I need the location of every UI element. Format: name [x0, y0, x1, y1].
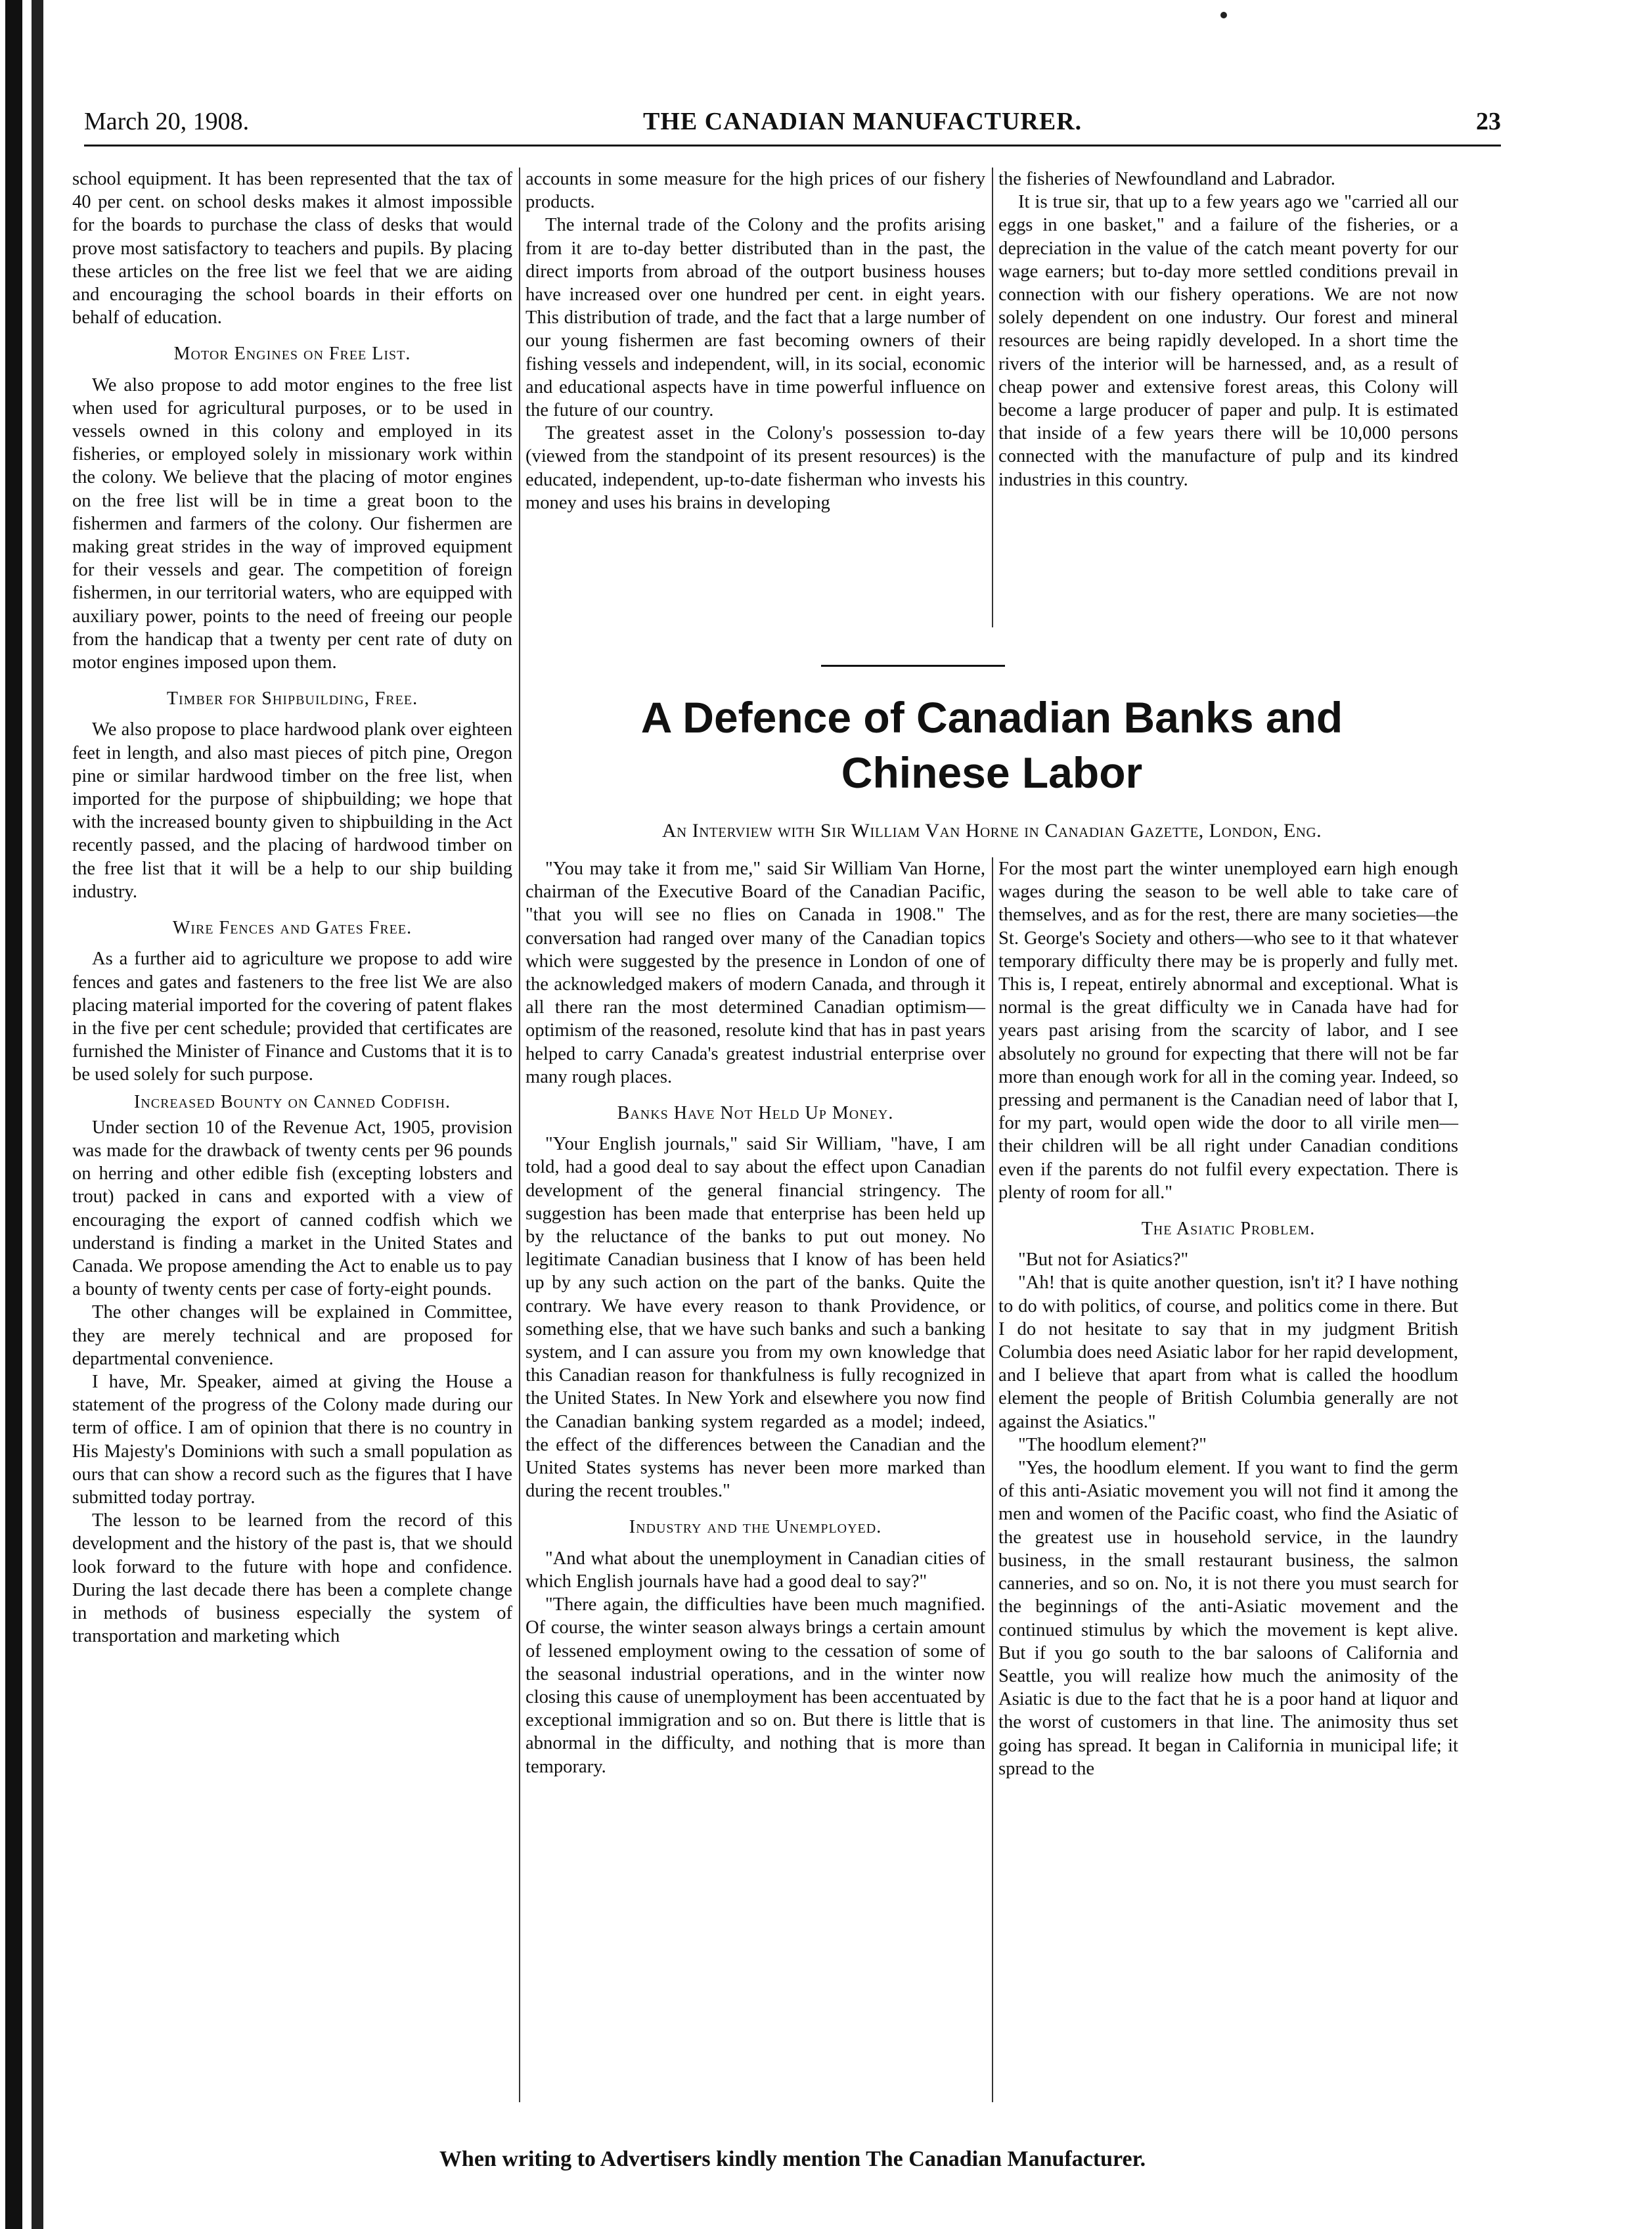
left-column: [72, 168, 512, 1648]
article-headline: [525, 690, 1458, 800]
paragraph: We also propose to add motor engines to the free list when used for agricultural purposes, or to be used in vessels owned in this colony and employed in its fisheries, or employed solely in missionary work within the colony. We believe that the placing of motor engines on the free list will be in time a great boon to the fishermen and farmers of the colony. Our fishermen are making great strides in the way of improved equipment for their vessels and gear. The competition of foreign fishermen, in our territorial waters, who are equipped with auxiliary power, points to the need of freeing our people from the handicap that a twenty per cent rate of duty on motor engines imposed upon them.: [72, 374, 512, 673]
section-heading: Banks Have Not Held Up Money.: [617, 1103, 894, 1124]
ink-dot: [1220, 12, 1227, 18]
paragraph: It is true sir, that up to a few years ago we "carried all our eggs in one basket," and a failure of the fisheries, or a depreciation in the value of the catch meant poverty for our wage earners; but to-day more settled conditions prevail in connection with our fishery operations. We are not now solely dependent on one industry. Our forest and mineral resources are being rapidly developed. In a short time the rivers of the interior will be harnessed, and, as a result of cheap power and extensive forest areas, this Colony will become a large producer of paper and pulp. It is estimated that inside of a few years there will be 10,000 persons connected with the manufacture of pulp and its kindred industries in this country.: [998, 192, 1458, 490]
section-heading: Timber for Shipbuilding, Free.: [166, 688, 418, 709]
paragraph: "Your English journals," said Sir William, "have, I am told, had a good deal to say about the effect upon Canadian development of the general financial stringency. The suggestion has been made that enterprise has been held up by the reluctance of the banks to put out money. No legitimate Canadian business that I know of has been held up by any such action on the part of the banks. Quite the contrary. We have every reason to thank Providence, or something else, that we have such banks and such a banking system, and I can assure you from my own knowledge that this Canadian reason for thankfulness is fully recognized in the United States. In New York and elsewhere you now find the Canadian banking system regarded as a model; indeed, the effect of the differences between the Canadian and the United States systems has never been more marked than during the recent troubles.": [525, 1134, 985, 1502]
scanned-binding-edge: [0, 0, 64, 2229]
paragraph: "You may take it from me," said Sir William Van Horne, chairman of the Executive Board of the Canadian Pacific, "that you will see no flies on Canada in 1908." The conversation had ranged over many of the Canadian topics which were suggested by the presence in London of one of the acknowledged makers of modern Canada, and through it all there ran the most determined Canadian optimism—optimism of the reasoned, resolute kind that has in past years helped to carry Canada's greatest industrial enterprise over many rough places.: [525, 859, 985, 1087]
paragraph: Under section 10 of the Revenue Act, 1905, provision was made for the drawback of twenty cents per 96 pounds on herring and other edible fish (excepting lobsters and trout) packed in cans and exported with a view of encouraging the export of canned codfish which we understand is finding a market in the United States and Canada. We propose amending the Act to enable us to pay a bounty of twenty cents per case of forty-eight pounds.: [72, 1117, 512, 1300]
headline-line: Chinese Labor: [841, 748, 1143, 797]
paragraph: "Ah! that is quite another question, isn't it? I have nothing to do with politics, of course, and politics come in there. But I do not hesitate to say that in my judgment British Columbia does need Asiatic labor for her rapid development, and I believe that apart from what is called the hoodlum element the people of British Columbia generally are not against the Asiatics.": [998, 1272, 1458, 1432]
column-rule: [992, 857, 993, 2102]
page-header: [84, 99, 1501, 146]
paragraph: The internal trade of the Colony and the profits arising from it are to-day better distributed than in the past, the direct imports from abroad of the outport business houses have increased over one hundred per cent. in eight years. This distribution of trade, and the fact that a large number of our young fishermen are fast becoming owners of their fishing vessels and independent, will, in its social, economic and educational aspects have in time powerful influence on the future of our country.: [525, 215, 985, 421]
paragraph: As a further aid to agriculture we propose to add wire fences and gates and fasteners to the free list We are also placing material imported for the covering of patent flakes in the five per cent schedule; provided that certificates are furnished the Minister of Finance and Customs that it is to be used solely for such purpose.: [72, 949, 512, 1085]
article-subheading: An Interview with Sir William Van Horne in Canadian Gazette, London, Eng.: [661, 820, 1322, 842]
paragraph: We also propose to place hardwood plank over eighteen feet in length, and also mast pieces of pitch pine, Oregon pine or similar hardwood timber on the free list, when imported for the purpose of shipbuilding; we hope that with the increased bounty given to shipbuilding in the Act recently passed, and the placing of hardwood timber on the free list that it will be a help to our ship building industry.: [72, 719, 512, 902]
middle-column-top: [525, 168, 985, 514]
article-left-column: [525, 857, 985, 1778]
paragraph: accounts in some measure for the high prices of our fishery products.: [525, 169, 985, 213]
paragraph: The lesson to be learned from the record of this development and the history of the past is, that we should look forward to the future with hope and confidence. During the last decade there has been a complete change in methods of business especially the system of transportation and marketing which: [72, 1510, 512, 1647]
section-heading: Motor Engines on Free List.: [173, 344, 411, 365]
paragraph: For the most part the winter unemployed earn high enough wages during the season to be well able to take care of themselves, and as for the rest, there are many societies—the St. George's Society and others—who see to it that whatever temporary difficulty there may be is properly and fully met. This is, I repeat, entirely abnormal and exceptional. What is normal is the great difficulty we in Canada have had for years past arising from the scarcity of labor, and I see absolutely no ground for expecting that there will not be far more than enough work for all in the coming year. Indeed, so pressing and permanent is the Canadian need of labor that I, for my part, would open wide the door to all virile men—their children will be all right under Canadian conditions even if the parents do not fulfil every expectation. There is plenty of room for all.": [998, 859, 1458, 1203]
paragraph: The other changes will be explained in Committee, they are merely technical and are proposed for departmental convenience.: [72, 1302, 512, 1369]
column-rule: [519, 168, 520, 2102]
section-heading: Wire Fences and Gates Free.: [172, 918, 413, 939]
paragraph: "And what about the unemployment in Canadian cities of which English journals have had a good deal to say?": [525, 1548, 985, 1592]
page-number: 23: [1476, 108, 1501, 135]
right-column-top: [998, 168, 1458, 491]
section-heading: The Asiatic Problem.: [1141, 1219, 1316, 1240]
section-separator: [821, 665, 1005, 667]
column-rule: [992, 168, 993, 627]
paragraph: I have, Mr. Speaker, aimed at giving the House a statement of the progress of the Colony made during our term of office. I am of opinion that there is no country in His Majesty's Dominions with such a small population as ours that can show a record such as the figures that I have submitted today portray.: [72, 1371, 512, 1508]
paragraph: school equipment. It has been represented that the tax of 40 per cent. on school desks makes it almost impossible for the boards to purchase the class of desks that would prove most satisfactory to teachers and pupils. By placing these articles on the free list we feel that we are aiding and encouraging the school boards in their efforts on behalf of education.: [72, 169, 512, 328]
section-heading: Increased Bounty on Canned Codfish.: [133, 1091, 451, 1112]
paragraph: "Yes, the hoodlum element. If you want to find the germ of this anti-Asiatic movement you will not find it among the men and women of the Pacific coast, who find the Asiatic of the greatest use in household service, in the laundry business, in the small restaurant business, the salmon canneries, and so on. No, it is not there you must search for the beginnings of the anti-Asiatic movement and the continued stimulus by which the movement is kept alive. But if you go south to the bar saloons of California and Seattle, you will realize how much the animosity of the Asiatic is due to the fact that he is a poor hand at liquor and the worst of customers in that line. The animosity thus set going has spread. It began in California in municipal life; it spread to the: [998, 1458, 1458, 1779]
issue-date: March 20, 1908.: [84, 108, 250, 135]
paragraph: The greatest asset in the Colony's possession to-day (viewed from the standpoint of its present resources) is the educated, independent, up-to-date fisherman who invests his money and uses his brains in developing: [525, 423, 985, 513]
page-footer: When writing to Advertisers kindly mention The Canadian Manufacturer.: [439, 2147, 1146, 2171]
paragraph: the fisheries of Newfoundland and Labrador.: [998, 169, 1335, 189]
paragraph: "But not for Asiatics?": [1018, 1250, 1189, 1271]
publication-title: THE CANADIAN MANUFACTURER.: [643, 108, 1083, 135]
headline-line: A Defence of Canadian Banks and: [640, 693, 1343, 742]
article-right-column: [998, 857, 1458, 1780]
paragraph: "There again, the difficulties have been much magnified. Of course, the winter season always brings a certain amount of lessened employment owing to the cessation of some of the seasonal industrial operations, and in the winter now closing this cause of unemployment has been accentuated by exceptional immigration and so on. But there is little that is abnormal in the difficulty, and nothing that is more than temporary.: [525, 1594, 985, 1777]
section-heading: Industry and the Unemployed.: [629, 1517, 882, 1538]
paragraph: "The hoodlum element?": [1018, 1434, 1207, 1455]
